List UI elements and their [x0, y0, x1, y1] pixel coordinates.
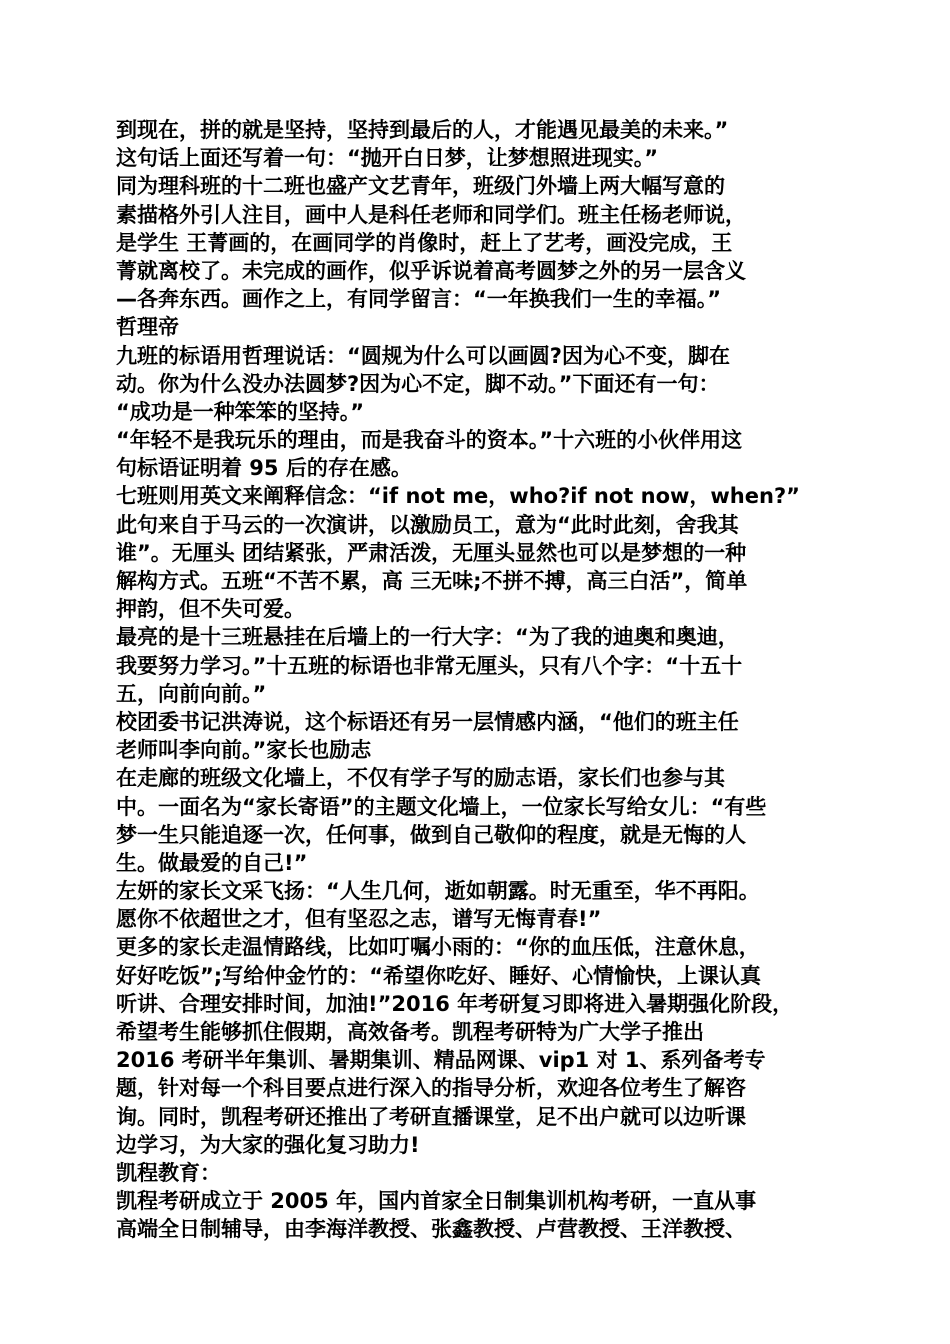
text-line: 凯程考研成立于 2005 年，国内首家全日制集训机构考研，一直从事: [116, 1189, 757, 1214]
text-line: 题，针对每一个科目要点进行深入的指导分析，欢迎各位考生了解咨: [116, 1076, 746, 1101]
text-line: 谁”。无厘头 团结紧张，严肃活泼，无厘头显然也可以是梦想的一种: [116, 540, 747, 565]
text-line: 此句来自于马云的一次演讲，以激励员工，意为“此时此刻，舍我其: [116, 512, 739, 537]
text-line: “年轻不是我玩乐的理由，而是我奋斗的资本。”十六班的小伙伴用这: [116, 428, 743, 453]
text-line: 解构方式。五班“不苦不累，高 三无味;不拼不搏，高三白活”，简单: [116, 569, 748, 593]
text-line: 老师叫李向前。”家长也励志: [116, 738, 372, 763]
text-line: 哲理帝: [116, 315, 179, 340]
text-line: 好好吃饭”;写给仲金竹的：“希望你吃好、睡好、心情愉快，上课认真: [116, 963, 761, 988]
text-line: 这句话上面还写着一句：“抛开白日梦，让梦想照进现实。”: [116, 146, 659, 171]
document-body: [116, 116, 836, 1244]
text-line: 凯程教育：: [116, 1160, 221, 1185]
text-line: 是学生 王菁画的，在画同学的肖像时，赶上了艺考，画没完成，王: [116, 230, 733, 255]
text-line: 左妍的家长文采飞扬：“人生几何，逝如朝露。时无重至，华不再阳。: [116, 879, 760, 904]
text-line: 句标语证明着 95 后的存在感。: [116, 456, 412, 481]
text-line: 到现在，拼的就是坚持，坚持到最后的人，才能遇见最美的未来。”: [116, 118, 729, 142]
text-line: 听讲、合理安排时间，加油!”2016 年考研复习即将进入暑期强化阶段，: [116, 991, 794, 1016]
text-line: 2016 考研半年集训、暑期集训、精品网课、vip1 对 1、系列备考专: [116, 1048, 766, 1073]
text-line: 在走廊的班级文化墙上，不仅有学子写的励志语，家长们也参与其: [116, 766, 725, 791]
text-line: 生。做最爱的自己!”: [116, 850, 308, 875]
text-line: 校团委书记洪涛说，这个标语还有另一层情感内涵，“他们的班主任: [116, 709, 739, 734]
text-line: 最亮的是十三班悬挂在后墙上的一行大字：“为了我的迪奥和奥迪，: [116, 625, 739, 650]
text-line: 菁就离校了。未完成的画作，似乎诉说着高考圆梦之外的另一层含义: [116, 258, 746, 283]
text-line: 希望考生能够抓住假期，高效备考。凯程考研特为广大学子推出: [116, 1020, 704, 1044]
text-line: 中。一面名为“家长寄语”的主题文化墙上，一位家长写给女儿：“有些: [116, 794, 767, 819]
text-line: 动。你为什么没办法圆梦?因为心不定，脚不动。”下面还有一句：: [116, 371, 720, 396]
text-line: 更多的家长走温情路线，比如叮嘱小雨的：“你的血压低，注意休息，: [116, 935, 760, 960]
text-line: —各奔东西。画作之上，有同学留言：“一年换我们一生的幸福。”: [116, 287, 722, 312]
text-line: 高端全日制辅导，由李海洋教授、张鑫教授、卢营教授、王洋教授、: [116, 1217, 746, 1242]
text-line: 五，向前向前。”: [116, 681, 267, 706]
text-line: 押韵，但不失可爱。: [116, 597, 305, 622]
text-line: 素描格外引人注目，画中人是科任老师和同学们。班主任杨老师说，: [116, 202, 746, 227]
text-line: 同为理科班的十二班也盛产文艺青年，班级门外墙上两大幅写意的: [116, 174, 725, 199]
text-line: 愿你不依超世之才，但有坚忍之志，谱写无悔青春!”: [116, 907, 602, 932]
text-line: 询。同时，凯程考研还推出了考研直播课堂，足不出户就可以边听课: [116, 1104, 746, 1129]
text-line: 七班则用英文来阐释信念：“if not me，who?if not now，when?”: [116, 484, 800, 509]
text-line: 梦一生只能追逐一次，任何事，做到自己敬仰的程度，就是无悔的人: [116, 822, 746, 847]
text-line: 边学习，为大家的强化复习助力!: [116, 1132, 420, 1157]
text-line: 九班的标语用哲理说话：“圆规为什么可以画圆?因为心不变，脚在: [116, 343, 730, 368]
text-line: “成功是一种笨笨的坚持。”: [116, 399, 365, 424]
text-line: 我要努力学习。”十五班的标语也非常无厘头，只有八个字：“十五十: [116, 653, 743, 678]
